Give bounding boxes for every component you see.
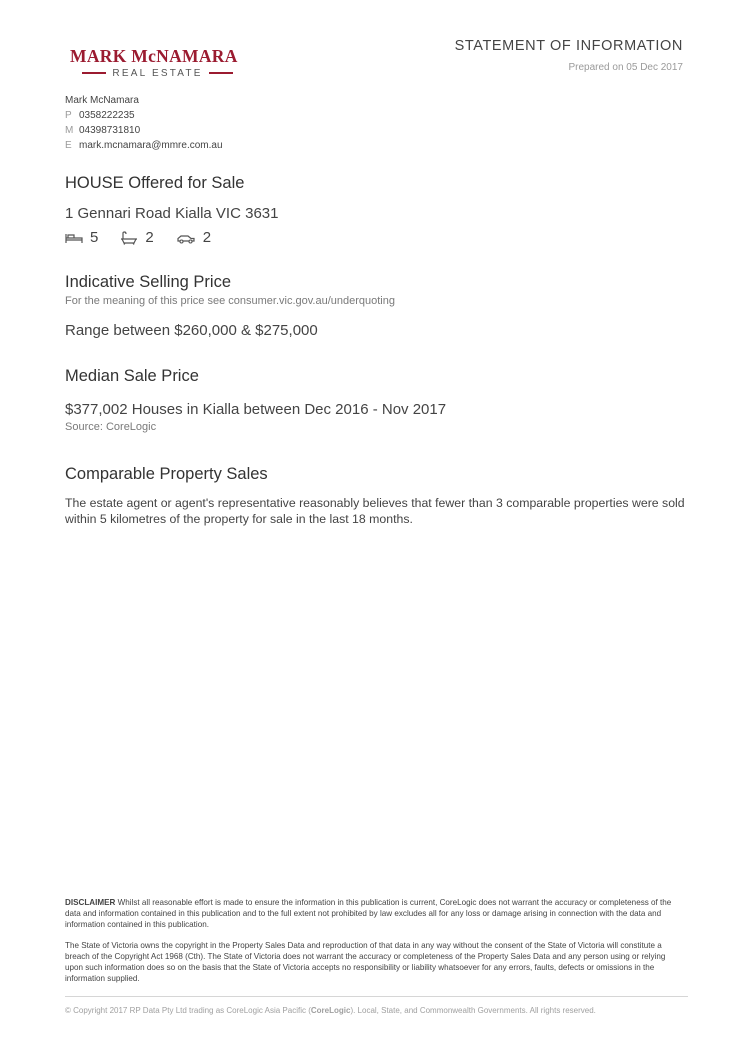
copyright-brand: CoreLogic <box>310 1006 351 1015</box>
underquoting-note: For the meaning of this price see consumer.vic.gov.au/underquoting <box>65 295 395 307</box>
agent-mobile-row <box>65 123 223 138</box>
comparable-sales-heading: Comparable Property Sales <box>65 465 268 483</box>
copyright-footer <box>65 1006 596 1015</box>
property-features <box>65 229 233 246</box>
carspaces-count: 2 <box>202 229 212 246</box>
bath-icon <box>120 231 138 245</box>
bathrooms-feature <box>120 229 153 246</box>
copyright-paragraph: The State of Victoria owns the copyright in the Property Sales Data and reproduction of that data in any way without the consent of the State of Victoria will constitute a breach of the Copyright Act 1968 (Cth). The State of Victoria does not warrant the accuracy or completeness of the Property Sales Data and any person using or relying upon such information does so on the basis that the State of Victoria accepts no responsibility or liability whatsoever for any errors, faults, defects or omissions in the information supplied. <box>65 941 666 983</box>
indicative-price-heading: Indicative Selling Price <box>65 273 231 291</box>
agent-email-row <box>65 138 223 153</box>
price-range: Range between $260,000 & $275,000 <box>65 322 318 339</box>
property-heading: HOUSE Offered for Sale <box>65 174 245 192</box>
footer-divider <box>65 996 688 997</box>
company-logo <box>70 46 245 80</box>
median-price-heading: Median Sale Price <box>65 367 199 385</box>
agent-name: Mark McNamara <box>65 95 139 106</box>
median-source: Source: CoreLogic <box>65 421 157 433</box>
agent-mobile: 04398731810 <box>79 125 141 136</box>
car-icon <box>176 231 196 245</box>
bedrooms-feature <box>65 229 98 246</box>
median-price-value: $377,002 Houses in Kialla between Dec 2016 - Nov 2017 <box>65 401 447 418</box>
document-title: STATEMENT OF INFORMATION <box>454 38 683 54</box>
logo-line-left <box>82 72 106 74</box>
copyright-after: ). Local, State, and Commonwealth Governments. All rights reserved. <box>350 1006 596 1015</box>
logo-sub-label: REAL ESTATE <box>112 67 203 79</box>
bedrooms-count: 5 <box>90 229 99 246</box>
email-label: E <box>65 140 72 151</box>
agent-email[interactable]: mark.mcnamara@mmre.com.au <box>79 140 223 151</box>
logo-sub-text <box>70 66 245 80</box>
bathrooms-count: 2 <box>145 229 154 246</box>
agent-phone: 0358222235 <box>79 110 135 121</box>
agent-contact <box>65 93 223 153</box>
agent-phone-row <box>65 108 223 123</box>
mobile-label: M <box>65 125 74 136</box>
bed-icon <box>65 231 83 245</box>
property-address: 1 Gennari Road Kialla VIC 3631 <box>65 205 279 222</box>
copyright-before: © Copyright 2017 RP Data Pty Ltd trading as CoreLogic Asia Pacific ( <box>65 1006 311 1015</box>
logo-main-text: MARK McNAMARA <box>70 46 238 66</box>
phone-label: P <box>65 110 72 121</box>
disclaimer-text: Whilst all reasonable effort is made to ensure the information in this publication is current, CoreLogic does not warrant the accuracy or completeness of the data and information contained in this publication and to the full extent not prohibited by law excludes all for any loss or damage arising in connection with the data and information contained in this publication. <box>65 898 672 929</box>
prepared-date: Prepared on 05 Dec 2017 <box>568 62 683 73</box>
carspaces-feature <box>176 229 211 246</box>
logo-line-right <box>209 72 233 74</box>
disclaimer-label: DISCLAIMER <box>65 898 116 907</box>
comparable-sales-text: The estate agent or agent's representative reasonably believes that fewer than 3 comparable properties were sold within 5 kilometres of the property for sale in the last 18 months. <box>65 496 685 526</box>
disclaimer-paragraph <box>65 897 685 930</box>
